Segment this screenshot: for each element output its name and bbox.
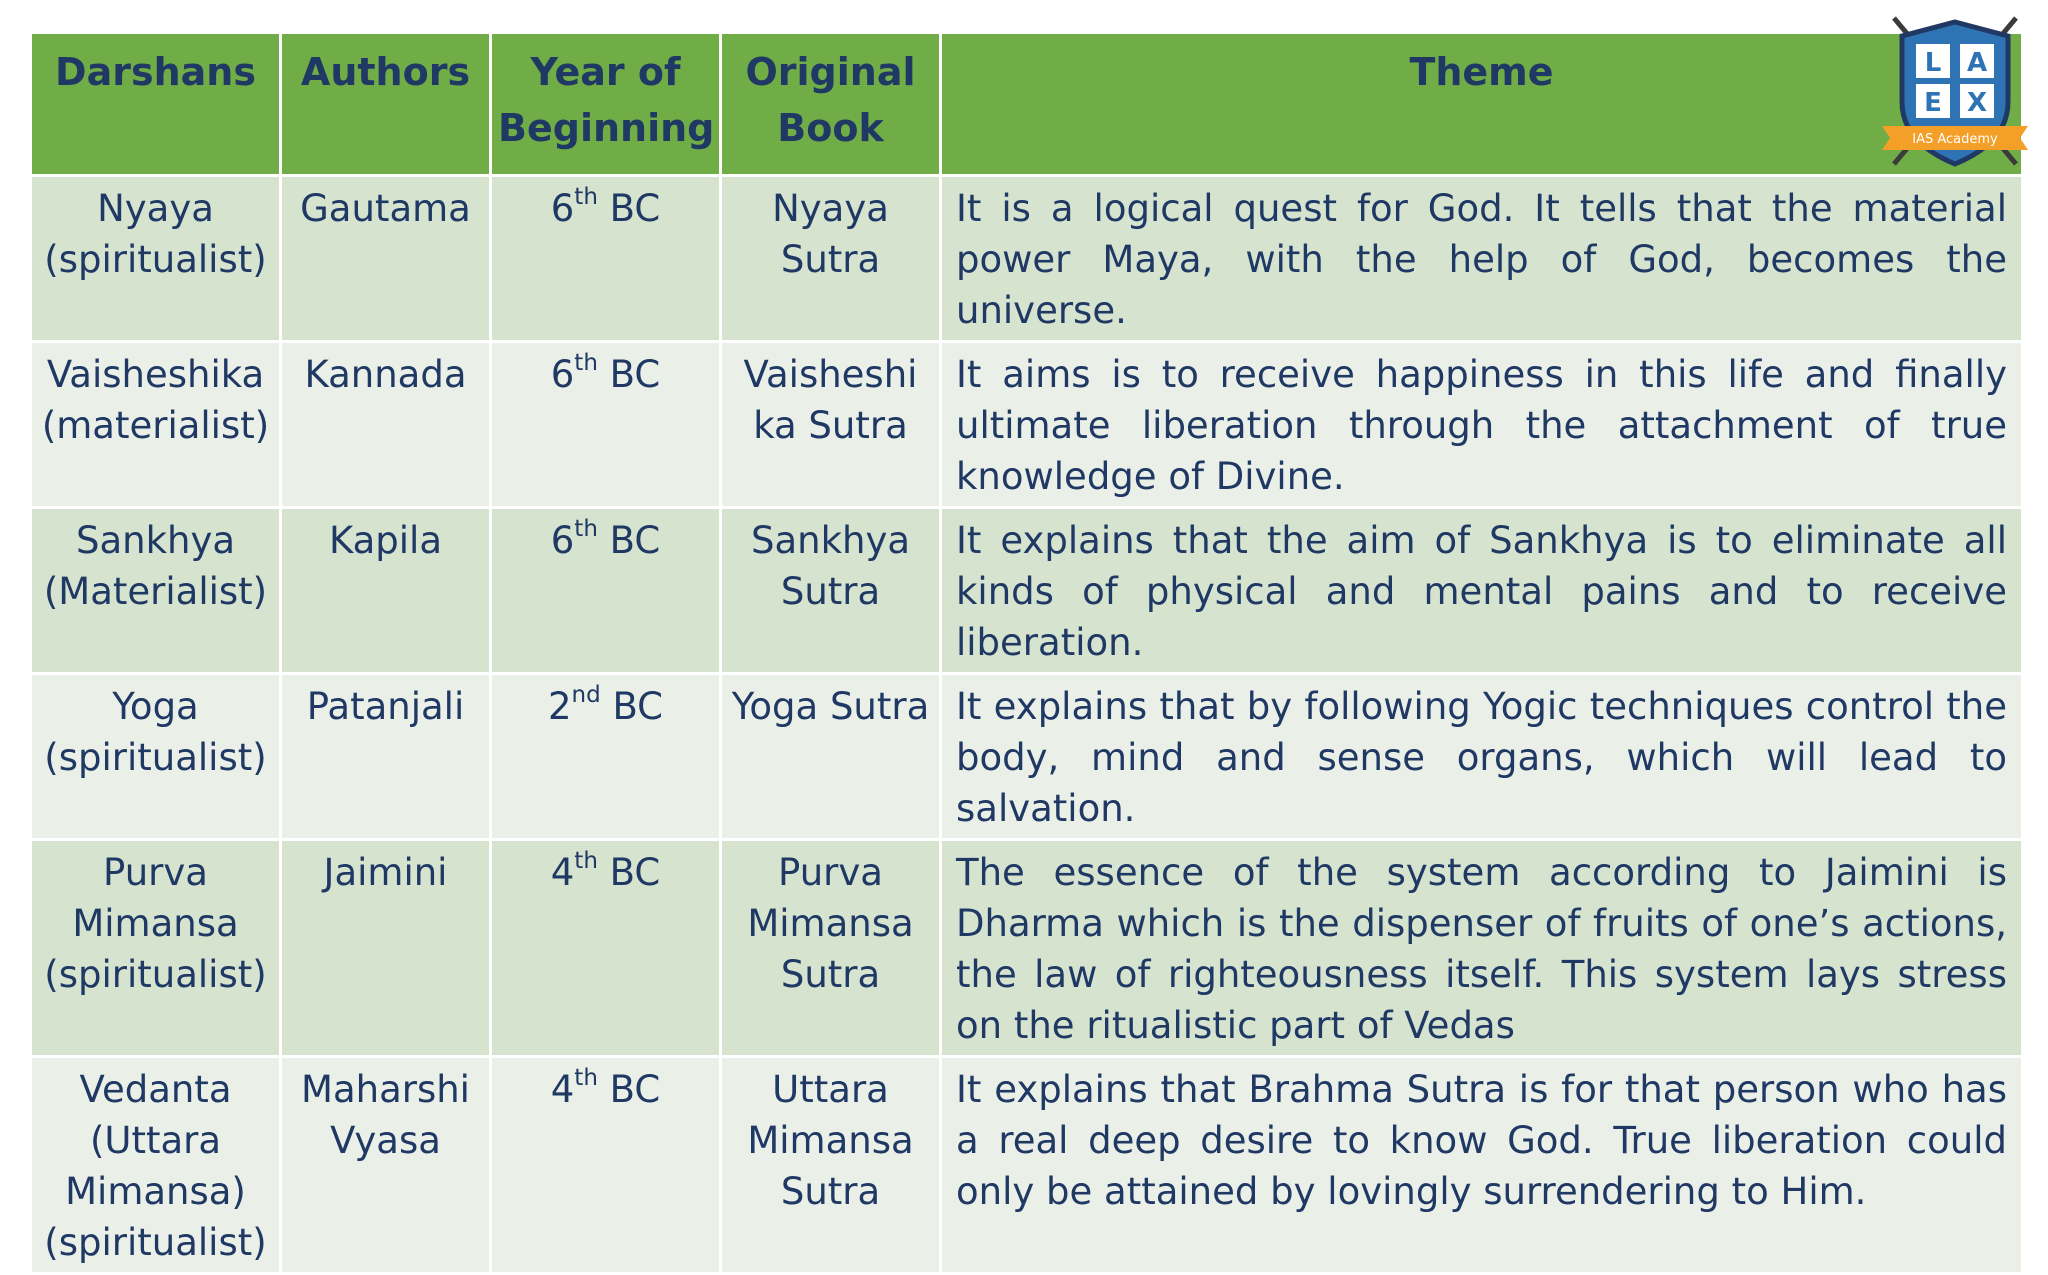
cell-year: 6th BC (491, 342, 721, 508)
header-row (31, 33, 2023, 176)
cell-theme: It explains that the aim of Sankhya is to eliminate all kinds of physical and mental pains and to receive liberation. (941, 508, 2023, 674)
cell-original-book: Sankhya Sutra (721, 508, 941, 674)
cell-original-book: Nyaya Sutra (721, 176, 941, 342)
darshan-table (29, 31, 2024, 1275)
table-row (31, 176, 2023, 342)
laex-ias-academy-logo (1880, 14, 2030, 174)
cell-author: Gautama (281, 176, 491, 342)
cell-darshan: Yoga (spiritualist) (31, 674, 281, 840)
cell-original-book: Uttara Mimansa Sutra (721, 1057, 941, 1274)
header-theme: Theme (941, 33, 2023, 176)
logo-letter-a: A (1966, 48, 1988, 78)
cell-author: Jaimini (281, 840, 491, 1057)
table-row (31, 674, 2023, 840)
cell-author: Kapila (281, 508, 491, 674)
header-year-of-beginning: Year of Beginning (491, 33, 721, 176)
table-row (31, 508, 2023, 674)
cell-year: 6th BC (491, 176, 721, 342)
cell-year: 4th BC (491, 840, 721, 1057)
cell-original-book: Yoga Sutra (721, 674, 941, 840)
table-body (31, 176, 2023, 1274)
cell-darshan: Purva Mimansa (spiritualist) (31, 840, 281, 1057)
cell-darshan: Vedanta (Uttara Mimansa) (spiritualist) (31, 1057, 281, 1274)
table-row (31, 1057, 2023, 1274)
table-row (31, 840, 2023, 1057)
cell-theme: It explains that by following Yogic techniques control the body, mind and sense organs, which will lead to salvation. (941, 674, 2023, 840)
cell-darshan: Sankhya (Materialist) (31, 508, 281, 674)
cell-theme: It explains that Brahma Sutra is for that person who has a real deep desire to know God. True liberation could only be attained by lovingly surrendering to Him. (941, 1057, 2023, 1274)
cell-author: Kannada (281, 342, 491, 508)
cell-theme: The essence of the system according to Jaimini is Dharma which is the dispenser of fruits of one’s actions, the law of righteousness itself. This system lays stress on the ritualistic part of Vedas (941, 840, 2023, 1057)
logo-ribbon-text: IAS Academy (1912, 132, 1998, 147)
logo-letter-l: L (1924, 48, 1942, 78)
cell-year: 6th BC (491, 508, 721, 674)
cell-author: Patanjali (281, 674, 491, 840)
cell-theme: It aims is to receive happiness in this life and finally ultimate liberation through the attachment of true knowledge of Divine. (941, 342, 2023, 508)
cell-darshan: Nyaya (spiritualist) (31, 176, 281, 342)
header-authors: Authors (281, 33, 491, 176)
cell-theme: It is a logical quest for God. It tells that the material power Maya, with the help of God, becomes the universe. (941, 176, 2023, 342)
cell-darshan: Vaisheshika (materialist) (31, 342, 281, 508)
cell-original-book: Purva Mimansa Sutra (721, 840, 941, 1057)
cell-year: 2nd BC (491, 674, 721, 840)
darshan-table-container (29, 31, 2021, 1275)
table-row (31, 342, 2023, 508)
logo-letter-e: E (1924, 88, 1942, 118)
header-original-book: Original Book (721, 33, 941, 176)
logo-letter-x: X (1966, 88, 1988, 118)
cell-year: 4th BC (491, 1057, 721, 1274)
cell-original-book: Vaisheshi ka Sutra (721, 342, 941, 508)
cell-author: Maharshi Vyasa (281, 1057, 491, 1274)
header-darshans: Darshans (31, 33, 281, 176)
